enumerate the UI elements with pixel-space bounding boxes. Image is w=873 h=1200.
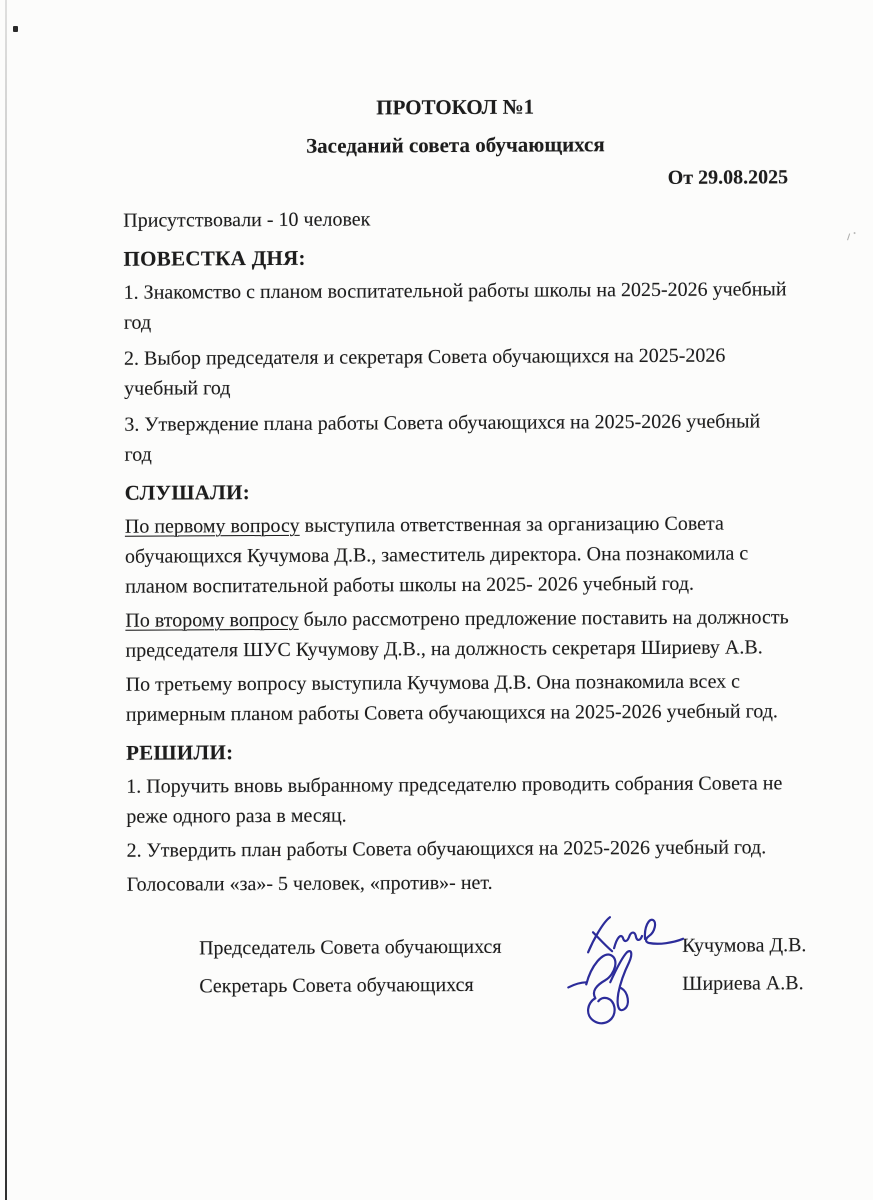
agenda-item: 3. Утверждение плана работы Совета обучающихся на 2025-2026 учебный год bbox=[124, 410, 761, 466]
signature-name: Кучумова Д.В. bbox=[682, 934, 807, 957]
scan-speck-artifact bbox=[847, 233, 854, 241]
document-subtitle: Заседаний совета обучающихся bbox=[305, 132, 605, 158]
signature-block bbox=[199, 930, 807, 1001]
decided-heading: РЕШИЛИ: bbox=[125, 740, 234, 765]
heard-paragraph-lead: По второму вопросу bbox=[125, 608, 299, 632]
heard-paragraph-lead: По первому вопросу bbox=[124, 514, 300, 538]
decided-item: 1. Поручить вновь выбранному председателю проводить собрания Совета не реже одного раза в месяц. bbox=[126, 772, 783, 828]
agenda-item: 1. Знакомство с планом воспитательной работы школы на 2025-2026 учебный год bbox=[123, 278, 787, 334]
voting-line: Голосовали «за»- 5 человек, «против»- нет. bbox=[126, 871, 493, 896]
document-title: ПРОТОКОЛ №1 bbox=[376, 94, 535, 120]
attendees-line: Присутствовали - 10 человек bbox=[123, 208, 371, 232]
heard-heading: СЛУШАЛИ: bbox=[124, 480, 251, 505]
signature-row-chairman bbox=[199, 930, 807, 963]
document-date: От 29.08.2025 bbox=[667, 166, 789, 189]
heard-paragraph bbox=[125, 508, 790, 601]
scanner-edge-artifact bbox=[5, 0, 7, 1200]
heard-paragraph-text: выступила Кучумова Д.В. Она познакомила всех с примерным планом работы Совета обучающихся на 2025-2026 учебный год. bbox=[125, 670, 778, 726]
heard-paragraph bbox=[126, 666, 791, 729]
heard-paragraph-lead: По третьему вопросу bbox=[125, 672, 307, 696]
signature-role-label: Председатель Совета обучающихся bbox=[199, 935, 502, 960]
heard-paragraph-text: выступила ответственная за организацию Совета обучающихся Кучумова Д.В., заместитель директора. Она познакомила с планом воспитательной работы школы на 2025- 2026 учебный год. bbox=[124, 512, 749, 598]
heard-paragraph bbox=[125, 602, 790, 665]
agenda-item: 2. Выбор председателя и секретаря Совета обучающихся на 2025-2026 учебный год bbox=[123, 344, 726, 400]
signature-role-label: Секретарь Совета обучающихся bbox=[199, 973, 474, 998]
agenda-heading: ПОВЕСТКА ДНЯ: bbox=[123, 245, 306, 271]
document-content bbox=[123, 90, 807, 1009]
signature-row-secretary bbox=[199, 968, 804, 1001]
decided-item: 2. Утвердить план работы Совета обучающихся на 2025-2026 учебный год. bbox=[126, 836, 767, 862]
scan-speck-artifact bbox=[13, 26, 18, 32]
heard-paragraph-text: было рассмотрено предложение поставить на должность председателя ШУС Кучумову Д.В., на должность секретаря Шириеву А.В. bbox=[125, 606, 789, 662]
signature-name: Шириева А.В. bbox=[682, 972, 804, 995]
